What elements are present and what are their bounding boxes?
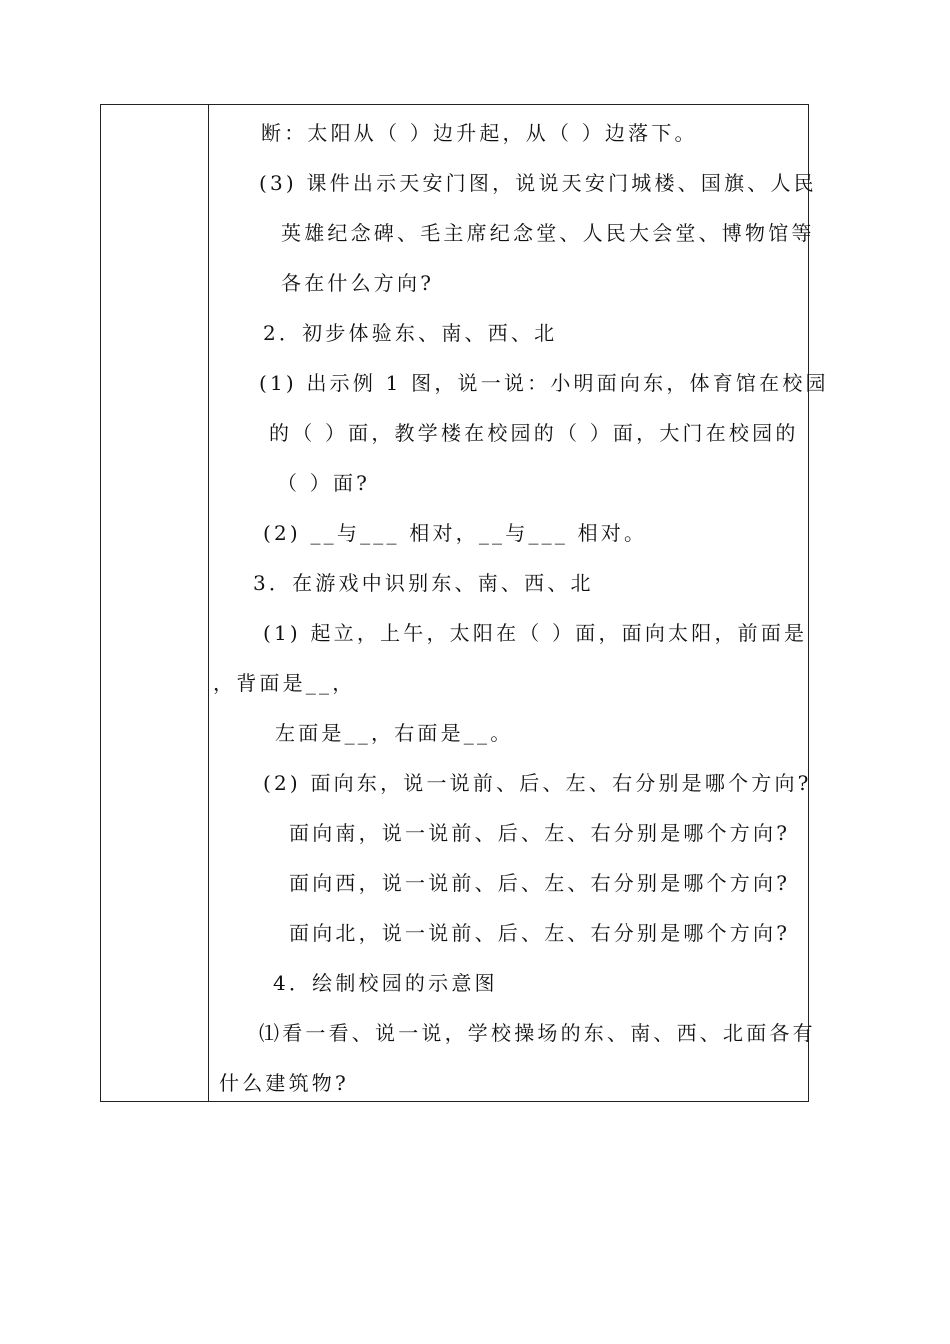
lesson-table [100,104,829,1102]
text-line: 面向北，说一说前、后、左、右分别是哪个方向? [289,921,791,945]
text-line: 3．在游戏中识别东、南、西、北 [253,571,594,595]
text-line: 英雄纪念碑、毛主席纪念堂、人民大会堂、博物馆等 [281,221,815,245]
text-line: 的（ ）面，教学楼在校园的（ ）面，大门在校园的 [269,421,799,445]
text-line: (1) 出示例 1 图，说一说：小明面向东，体育馆在校园 [259,371,829,395]
text-line: （ ）面? [277,471,371,495]
text-line: 2．初步体验东、南、西、北 [263,321,558,345]
text-line: ⑴看一看、说一说，学校操场的东、南、西、北面各有 [259,1021,816,1045]
lesson-content [101,105,829,1101]
text-line: 断：太阳从（ ）边升起，从（ ）边落下。 [261,121,698,145]
text-line: 左面是__，右面是__。 [275,721,514,745]
text-line: 面向南，说一说前、后、左、右分别是哪个方向? [289,821,791,845]
text-line: 什么建筑物? [219,1071,349,1095]
text-line: (2) __与___ 相对，__与___ 相对。 [263,521,648,545]
text-line: ，背面是__， [213,671,356,695]
text-line: (1) 起立，上午，太阳在（ ）面，面向太阳，前面是 [263,621,808,645]
text-line: 各在什么方向? [281,271,435,295]
text-line: 面向西，说一说前、后、左、右分别是哪个方向? [289,871,791,895]
text-line: (3) 课件出示天安门图，说说天安门城楼、国旗、人民 [259,171,817,195]
text-line: (2) 面向东，说一说前、后、左、右分别是哪个方向? [263,771,812,795]
text-line: 4．绘制校园的示意图 [273,971,498,995]
